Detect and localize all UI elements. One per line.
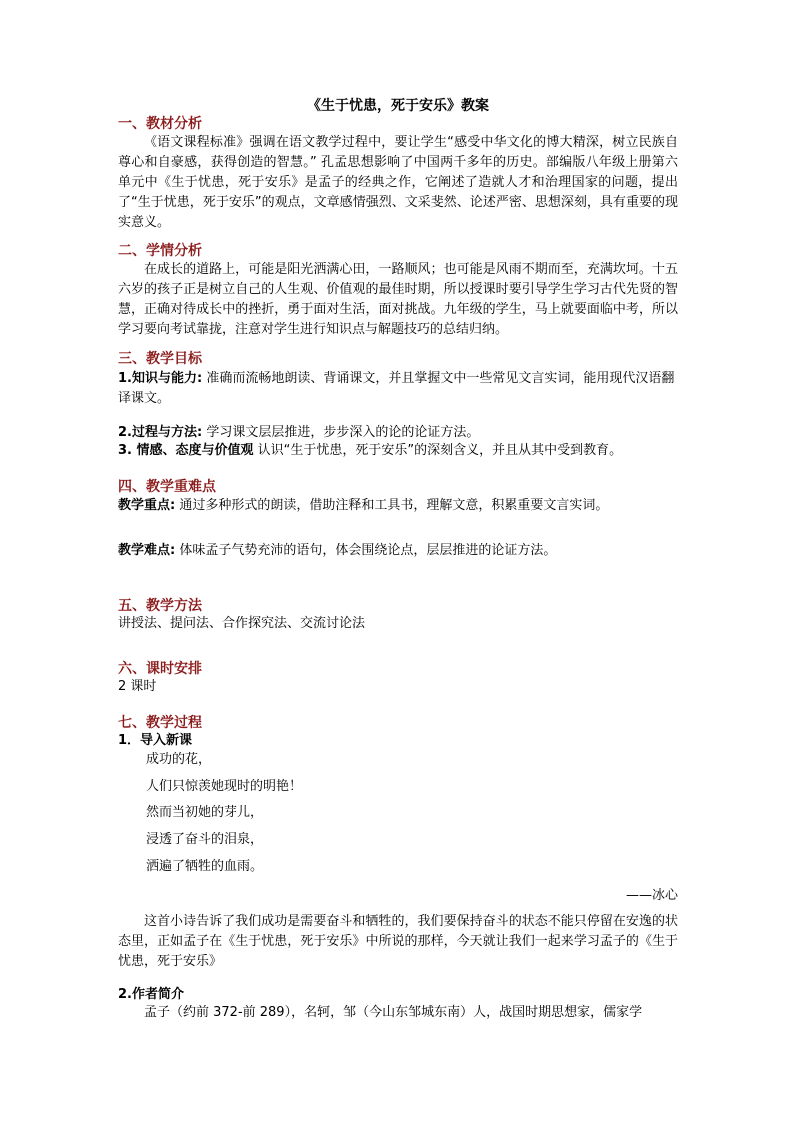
section-heading-schedule: 六、课时安排 <box>118 661 202 677</box>
key-point-label: 教学重点: <box>118 498 176 513</box>
section-heading-methods: 五、教学方法 <box>118 598 202 614</box>
poem-line: 人们只惊羡她现时的明艳！ <box>146 779 303 794</box>
objective-knowledge <box>118 369 678 409</box>
methods-text: 讲授法、提问法、合作探究法、交流讨论法 <box>118 616 366 631</box>
objective-knowledge-text: 准确而流畅地朗读、背诵课文，并且掌握文中一些常见文言实词，能用现代汉语翻译课文。 <box>118 371 675 406</box>
textbook-analysis-paragraph: 《语文课程标准》强调在语文教学过程中，要让学生“感受中华文化的博大精深，树立民族自尊心和自豪感，获得创造的智慧。” 孔孟思想影响了中国两千多年的历史。部编版八年级上册第六单元中《生于忧患，死于安乐》是孟子的经典之作，它阐述了造就人才和治理国家的问题，提出了“生于忧患，死于安乐”的观点，文章感情强烈、文采斐然、论述严密、思想深刻，具有重要的现实意义。 <box>118 135 678 230</box>
key-point-text: 通过多种形式的朗读，借助注释和工具书，理解文意，积累重要文言实词。 <box>175 498 609 513</box>
objective-knowledge-label: 1.知识与能力: <box>118 371 203 386</box>
difficult-point-text: 体味孟子气势充沛的语句，体会围绕论点，层层推进的论证方法。 <box>175 543 557 558</box>
section-heading-objectives: 三、教学目标 <box>118 351 202 367</box>
poem-author: ——冰心 <box>625 888 678 903</box>
key-point <box>118 496 678 516</box>
objective-values-label: 3. 情感、态度与价值观 <box>118 443 254 458</box>
poem-line: 成功的花， <box>146 752 212 767</box>
step-intro-heading: 1．导入新课 <box>118 733 193 748</box>
objective-process-label: 2.过程与方法: <box>118 425 203 440</box>
difficult-point-label: 教学难点: <box>118 543 176 558</box>
poem-line: 洒遍了牺牲的血雨。 <box>146 859 264 874</box>
schedule-text: 2 课时 <box>118 679 157 694</box>
poem-line: 浸透了奋斗的泪泉， <box>146 832 264 847</box>
objective-process <box>118 423 678 443</box>
difficult-point <box>118 541 678 561</box>
objective-values <box>118 441 678 461</box>
objective-values-text: 认识“生于忧患，死于安乐”的深刻含义，并且从其中受到教育。 <box>253 443 623 458</box>
section-heading-student-analysis: 二、学情分析 <box>118 243 202 259</box>
section-heading-textbook-analysis: 一、教材分析 <box>118 116 202 132</box>
step-author-heading: 2.作者简介 <box>118 987 184 1002</box>
section-heading-process: 七、教学过程 <box>118 715 202 731</box>
author-paragraph: 孟子（约前 372-前 289），名轲，邹（今山东邹城东南）人，战国时期思想家，儒家学 <box>144 1005 643 1020</box>
poem-line: 然而当初她的芽儿， <box>146 805 264 820</box>
student-analysis-paragraph: 在成长的道路上，可能是阳光洒满心田，一路顺风；也可能是风雨不期而至，充满坎坷。十五六岁的孩子正是树立自己的人生观、价值观的最佳时期，所以授课时要引导学生学习古代先贤的智慧，正确对待成长中的挫折，勇于面对生活，面对挑战。九年级的学生，马上就要面临中考，所以学习要向考试靠拢，注意对学生进行知识点与解题技巧的总结归纳。 <box>118 262 678 337</box>
intro-paragraph: 这首小诗告诉了我们成功是需要奋斗和牺牲的，我们要保持奋斗的状态不能只停留在安逸的状态里，正如孟子在《生于忧患，死于安乐》中所说的那样，今天就让我们一起来学习孟子的《生于忧患，死于安乐》 <box>118 914 678 969</box>
section-heading-key-points: 四、教学重难点 <box>118 479 216 495</box>
objective-process-text: 学习课文层层推进，步步深入的论的论证方法。 <box>202 425 480 440</box>
page-title: 《生于忧患，死于安乐》教案 <box>307 98 489 114</box>
